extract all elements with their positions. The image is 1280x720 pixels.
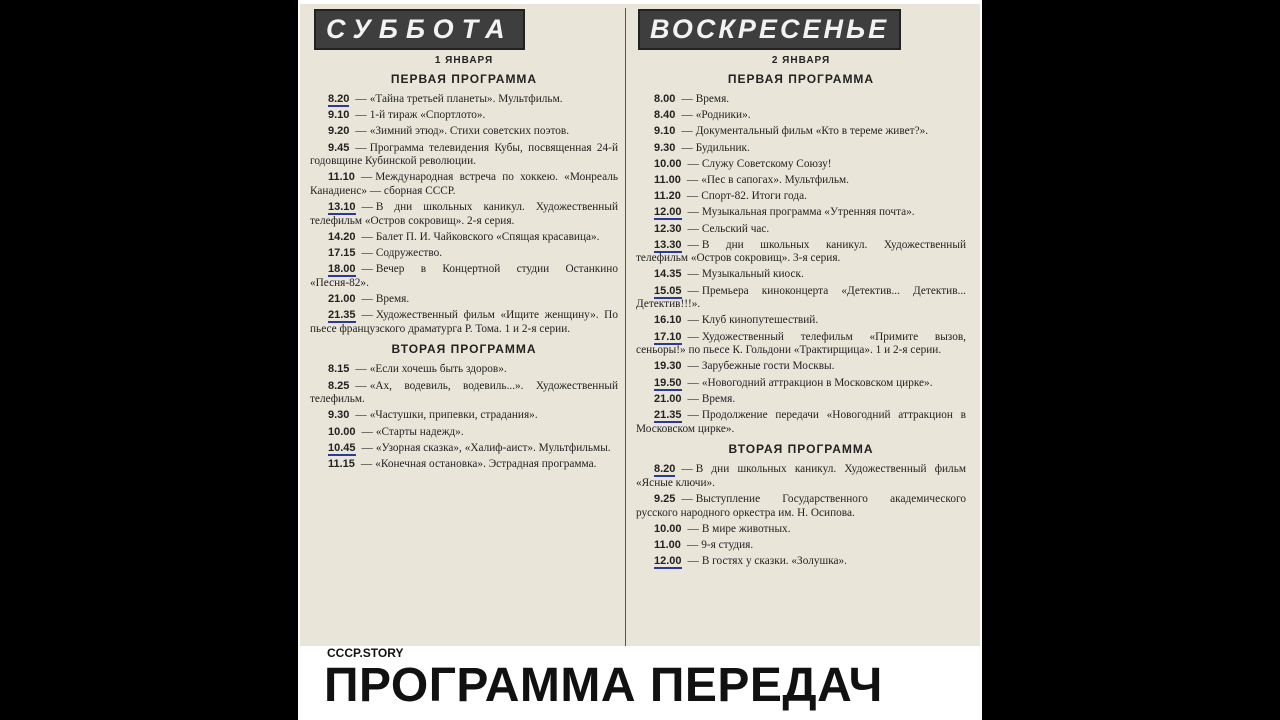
schedule-entry <box>310 201 618 228</box>
entry-time: 16.10 <box>654 314 682 327</box>
entry-time: 8.40 <box>654 109 676 122</box>
entry-dash: — <box>360 171 373 184</box>
entry-dash: — <box>361 425 373 438</box>
entry-title: Документальный фильм «Кто в тереме живет?». <box>695 125 929 138</box>
entry-title: Художественный фильм «Ищите женщину». По пьесе французского драматурга Р. Тома. 1 и 2-я серии. <box>310 309 618 335</box>
schedule-entry <box>636 314 966 328</box>
entry-dash: — <box>355 109 367 122</box>
schedule-entry <box>310 442 618 456</box>
entry-dash: — <box>361 230 373 243</box>
entry-time: 8.20 <box>328 93 350 105</box>
day-heading: СУББОТА <box>314 9 525 50</box>
entry-time: 21.00 <box>654 392 682 405</box>
entry-dash: — <box>681 463 693 476</box>
entry-time: 9.20 <box>328 125 350 138</box>
day-column-saturday <box>310 4 618 646</box>
caption-title: ПРОГРАММА ПЕРЕДАЧ <box>324 659 883 712</box>
schedule-entry <box>636 523 966 537</box>
entry-title: Художественный телефильм «Примите вызов, сеньоры!» по пьесе К. Гольдони «Трактирщица». 1 и 2-я серии. <box>636 330 966 357</box>
entry-title: «Тайна третьей планеты». Мультфильм. <box>369 93 563 105</box>
schedule-entry <box>636 125 966 139</box>
schedule-entry <box>310 409 618 423</box>
entry-title: В дни школьных каникул. Художественный телефильм «Остров сокровищ». 3-я серия. <box>636 238 966 265</box>
entry-dash: — <box>687 157 699 170</box>
entry-dash: — <box>687 268 699 281</box>
entry-time: 8.25 <box>328 379 350 392</box>
entry-title: «Конечная остановка». Эстрадная программа. <box>375 457 597 470</box>
entry-title: «Если хочешь быть здоров». <box>369 363 507 376</box>
entry-title: Время. <box>375 293 410 306</box>
entry-dash: — <box>687 222 699 235</box>
entry-title: Служу Советскому Союзу! <box>701 157 832 170</box>
entry-time: 9.45 <box>328 141 350 154</box>
entry-dash: — <box>687 238 699 251</box>
entry-title: В гостях у сказки. «Золушка». <box>701 555 847 568</box>
entry-title: Международная встреча по хоккею. «Монреаль Канадиенс» — сборная СССР. <box>310 171 618 197</box>
entry-dash: — <box>681 125 693 138</box>
entry-title: Клуб кинопутешествий. <box>701 314 819 327</box>
schedule-entry <box>636 463 966 490</box>
schedule-entry <box>310 363 618 377</box>
entry-dash: — <box>361 293 373 306</box>
entry-time: 12.00 <box>654 206 682 219</box>
schedule-entry <box>636 174 966 188</box>
day-date: 1 ЯНВАРЯ <box>434 55 494 66</box>
schedule-entry <box>636 377 966 391</box>
entry-time: 11.00 <box>654 173 681 186</box>
entry-time: 10.00 <box>328 425 356 438</box>
entry-time: 14.35 <box>654 268 682 281</box>
entry-title: Премьера киноконцерта «Детектив... Детектив... Детектив!!!». <box>636 284 966 311</box>
schedule-entry <box>636 493 966 520</box>
program-heading: ВТОРАЯ ПРОГРАММА <box>391 342 537 357</box>
entry-time: 15.05 <box>654 284 682 297</box>
entry-time: 14.20 <box>328 230 356 243</box>
schedule-entry <box>636 239 966 266</box>
entry-title: «Новогодний аттракцион в Московском цирке». <box>701 376 933 389</box>
entry-title: В дни школьных каникул. Художественный фильм «Ясные ключи». <box>636 463 966 489</box>
entry-dash: — <box>361 263 373 276</box>
entry-title: 1-й тираж «Спортлото». <box>369 109 486 122</box>
schedule-entry <box>310 171 618 198</box>
entry-title: В мире животных. <box>701 522 791 535</box>
entry-time: 9.30 <box>654 141 676 154</box>
entry-title: Зарубежные гости Москвы. <box>701 360 835 373</box>
entry-title: 9-я студия. <box>701 538 754 551</box>
entry-title: Будильник. <box>695 141 750 154</box>
entry-time: 13.30 <box>654 238 682 251</box>
entry-dash: — <box>687 408 699 421</box>
entry-time: 10.45 <box>328 441 356 454</box>
entry-dash: — <box>360 457 373 470</box>
entry-dash: — <box>686 538 699 551</box>
entry-dash: — <box>686 173 699 186</box>
newspaper-clipping <box>298 0 982 720</box>
entry-dash: — <box>355 409 367 422</box>
entry-dash: — <box>355 363 367 376</box>
caption-footer <box>298 646 982 720</box>
schedule-entry <box>310 309 618 336</box>
entry-time: 8.00 <box>654 93 676 105</box>
schedule-entry <box>310 380 618 407</box>
entry-dash: — <box>355 379 367 392</box>
entry-dash: — <box>361 247 373 260</box>
entry-time: 11.00 <box>654 538 681 551</box>
tv-schedule-page <box>300 4 980 646</box>
entry-time: 10.00 <box>654 157 682 170</box>
entry-dash: — <box>681 109 693 122</box>
entry-title: Сельский час. <box>701 222 770 235</box>
entry-time: 11.10 <box>328 171 355 184</box>
entry-dash: — <box>687 555 699 568</box>
entry-time: 17.15 <box>328 247 356 260</box>
entry-dash: — <box>687 330 699 343</box>
schedule-entry <box>636 268 966 282</box>
schedule-entry <box>310 231 618 245</box>
entry-dash: — <box>681 492 693 505</box>
entry-title: «Старты надежд». <box>375 425 464 438</box>
schedule-entry <box>636 409 966 436</box>
entry-title: Продолжение передачи «Новогодний аттракцион в Московском цирке». <box>636 408 966 435</box>
schedule-entry <box>310 426 618 440</box>
entry-dash: — <box>355 125 367 138</box>
day-column-sunday <box>636 4 966 646</box>
entry-time: 12.00 <box>654 555 682 568</box>
schedule-entry <box>636 190 966 204</box>
entry-title: «Узорная сказка», «Халиф-аист». Мультфильмы. <box>375 441 611 454</box>
entry-time: 18.00 <box>328 263 356 276</box>
program-heading: ПЕРВАЯ ПРОГРАММА <box>727 72 875 86</box>
entry-dash: — <box>681 93 693 105</box>
day-heading: ВОСКРЕСЕНЬЕ <box>638 9 901 50</box>
program-heading: ПЕРВАЯ ПРОГРАММА <box>390 72 538 86</box>
entry-time: 9.25 <box>654 492 676 505</box>
program-heading: ВТОРАЯ ПРОГРАММА <box>728 442 874 457</box>
schedule-entry <box>636 360 966 374</box>
schedule-entry <box>310 247 618 261</box>
schedule-entry <box>310 142 618 169</box>
schedule-entry <box>636 206 966 220</box>
schedule-entry <box>636 393 966 407</box>
entry-time: 19.50 <box>654 376 682 389</box>
entry-time: 8.20 <box>654 463 676 476</box>
entry-dash: — <box>687 522 699 535</box>
entry-time: 9.10 <box>328 109 350 122</box>
schedule-entry <box>636 109 966 123</box>
entry-time: 8.15 <box>328 363 350 376</box>
entry-dash: — <box>687 206 699 219</box>
entry-dash: — <box>686 190 699 203</box>
entry-time: 12.30 <box>654 222 682 235</box>
schedule-entry <box>636 142 966 156</box>
entry-title: «Родники». <box>695 109 751 122</box>
entry-time: 19.30 <box>654 360 682 373</box>
schedule-entry <box>636 539 966 553</box>
entry-title: Балет П. И. Чайковского «Спящая красавица». <box>375 230 600 243</box>
entry-dash: — <box>687 392 699 405</box>
entry-time: 21.00 <box>328 293 356 306</box>
schedule-entry <box>636 93 966 107</box>
entry-title: Время. <box>701 392 736 405</box>
column-divider <box>625 8 626 646</box>
schedule-entry <box>310 263 618 290</box>
entry-time: 11.15 <box>328 457 355 470</box>
entry-time: 9.30 <box>328 409 350 422</box>
entry-time: 17.10 <box>654 330 682 343</box>
entry-title: «Частушки, припевки, страдания». <box>369 409 538 422</box>
entry-dash: — <box>687 284 699 297</box>
entry-dash: — <box>687 376 699 389</box>
entry-title: Содружество. <box>375 247 443 260</box>
entry-dash: — <box>355 93 367 105</box>
entry-dash: — <box>361 201 373 214</box>
entry-title: Программа телевидения Кубы, посвященная 24-й годовщине Кубинской революции. <box>310 141 618 168</box>
entry-dash: — <box>361 309 373 322</box>
entry-dash: — <box>361 441 373 454</box>
entry-title: Вечер в Концертной студии Останкино «Песня-82». <box>310 263 618 289</box>
schedule-entry <box>310 93 618 107</box>
entry-time: 10.00 <box>654 522 682 535</box>
schedule-entry <box>310 458 618 472</box>
entry-title: Выступление Государственного академического русского народного оркестра им. Н. Осипова. <box>636 492 966 519</box>
schedule-entry <box>636 285 966 312</box>
entry-title: Музыкальный киоск. <box>701 268 804 281</box>
entry-time: 21.35 <box>328 309 356 322</box>
entry-title: «Пес в сапогах». Мультфильм. <box>701 173 849 186</box>
entry-dash: — <box>687 360 699 373</box>
schedule-entry <box>310 293 618 307</box>
day-date: 2 ЯНВАРЯ <box>771 55 831 66</box>
entry-title: «Ах, водевиль, водевиль...». Художественный телефильм. <box>310 379 618 406</box>
entry-time: 21.35 <box>654 408 682 421</box>
entry-title: В дни школьных каникул. Художественный телефильм «Остров сокровищ». 2-я серия. <box>310 201 618 227</box>
entry-title: Время. <box>695 93 730 105</box>
schedule-entry <box>310 109 618 123</box>
schedule-entry <box>636 555 966 569</box>
entry-dash: — <box>687 314 699 327</box>
entry-title: «Зимний этюд». Стихи советских поэтов. <box>369 125 570 138</box>
schedule-entry <box>636 331 966 358</box>
entry-title: Спорт-82. Итоги года. <box>701 190 807 203</box>
entry-dash: — <box>681 141 693 154</box>
entry-time: 13.10 <box>328 201 356 214</box>
entry-title: Музыкальная программа «Утренняя почта». <box>701 206 915 219</box>
entry-time: 11.20 <box>654 190 681 203</box>
schedule-entry <box>636 158 966 172</box>
entry-time: 9.10 <box>654 125 676 138</box>
entry-dash: — <box>355 141 367 154</box>
schedule-entry <box>310 125 618 139</box>
source-label: CCCP.STORY <box>327 646 404 660</box>
schedule-entry <box>636 223 966 237</box>
